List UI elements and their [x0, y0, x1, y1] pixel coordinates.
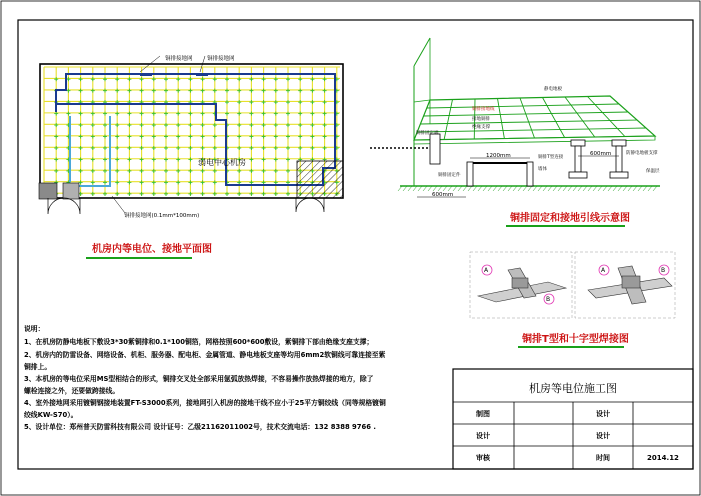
plan-bar-joint: [140, 73, 152, 76]
section-bar-support-2: [527, 162, 533, 186]
notes-heading: 说明：: [24, 325, 45, 333]
section-label-wall: 墙体: [538, 167, 547, 172]
section-bar-support-1: [467, 162, 473, 186]
plan-label-top1: 铜排接地网: [165, 56, 193, 62]
section-label-fixing: 铜排固定件: [438, 173, 461, 178]
weld-cross-label-a: A: [601, 267, 606, 274]
notes-line: 铜排上。: [24, 363, 52, 371]
section-label-bar: 铜排接地线: [472, 107, 495, 112]
section-wall-bracket: [430, 134, 440, 164]
notes-line: 绞线KW-S70）。: [24, 411, 78, 419]
section-dim-600a-label: 600mm: [590, 151, 612, 157]
notes-line: 1、在机房防静电地板下敷设3*30紫铜排和0.1*100铜箔，网格按照600*600敷设，紫铜排下部由绝缘支座支撑；: [24, 338, 374, 346]
plan-room-label: 弱电中心机房: [198, 158, 246, 167]
section-label-ground: 接地铜排: [472, 117, 490, 122]
plan-label-top2: 铜排接地网: [207, 56, 235, 62]
notes-line: 2、机房内的防雷设备、网络设备、机柜、服务器、配电柜、金属管道、静电地板支座等均用6mm2软铜线可靠连接至紫: [24, 351, 386, 359]
plan-bar-joint: [196, 73, 208, 76]
weld-t-label-b: B: [546, 296, 551, 303]
weld-t-label-a: A: [484, 267, 489, 274]
section-label-fixed: 铜排固定端: [416, 131, 439, 136]
section-dim-1200-label: 1200mm: [486, 153, 511, 159]
notes-line: 3、本机房的等电位采用MS型相结合的形式，铜排交叉处全部采用氩弧放热焊接，不容易操作放热焊接的地方，除了: [24, 375, 374, 383]
title-block-title: 机房等电位施工图: [529, 382, 617, 395]
plan-label-bottom: 铜排接地网(0.1mm*100mm): [124, 213, 200, 219]
title-block-cell: 制图: [476, 410, 490, 418]
title-block-cell: 设计: [476, 432, 490, 440]
section-label-floor: 静电地板: [544, 87, 562, 92]
weld-title: 铜排T型和十字型焊接图: [522, 334, 629, 345]
notes-line: 5、设计单位：郑州普天防雷科技有限公司 设计证号：乙级21162011002号，技术交流电话：132 8388 9766 .: [24, 423, 376, 431]
section-title: 铜排固定和接地引线示意图: [510, 213, 630, 224]
title-block-cell: 设计: [596, 432, 610, 440]
section-dim-600b-label: 600mm: [432, 192, 454, 198]
plan-air-conditioner: [297, 161, 343, 198]
title-block-cell: 时间: [596, 454, 610, 462]
plan-title: 机房内等电位、接地平面图: [92, 244, 212, 255]
notes-line: 螺栓连接之外，还要做跨接线。: [24, 387, 120, 395]
section-label-pedestal: 防静电地板支撑: [626, 151, 658, 156]
section-label-support: 绝缘支撑: [472, 125, 490, 130]
title-block-date: 2014.12: [647, 454, 679, 462]
section-label-insulation: 保温层: [646, 169, 660, 174]
weld-cross-label-b: B: [661, 267, 666, 274]
section-label-tjoint: 铜排T型连接: [538, 155, 564, 160]
title-block-cell: 设计: [596, 410, 610, 418]
notes-line: 4、室外接地网采用镀铜钢接地装置FT-S3000系列，接地网引入机房的接地干线不应小于25平方铜绞线（同等规格镀铜: [24, 399, 386, 407]
plan-equipment-left-2: [63, 183, 79, 199]
title-block-cell: 审核: [476, 454, 490, 462]
plan-equipment-left: [39, 183, 57, 199]
